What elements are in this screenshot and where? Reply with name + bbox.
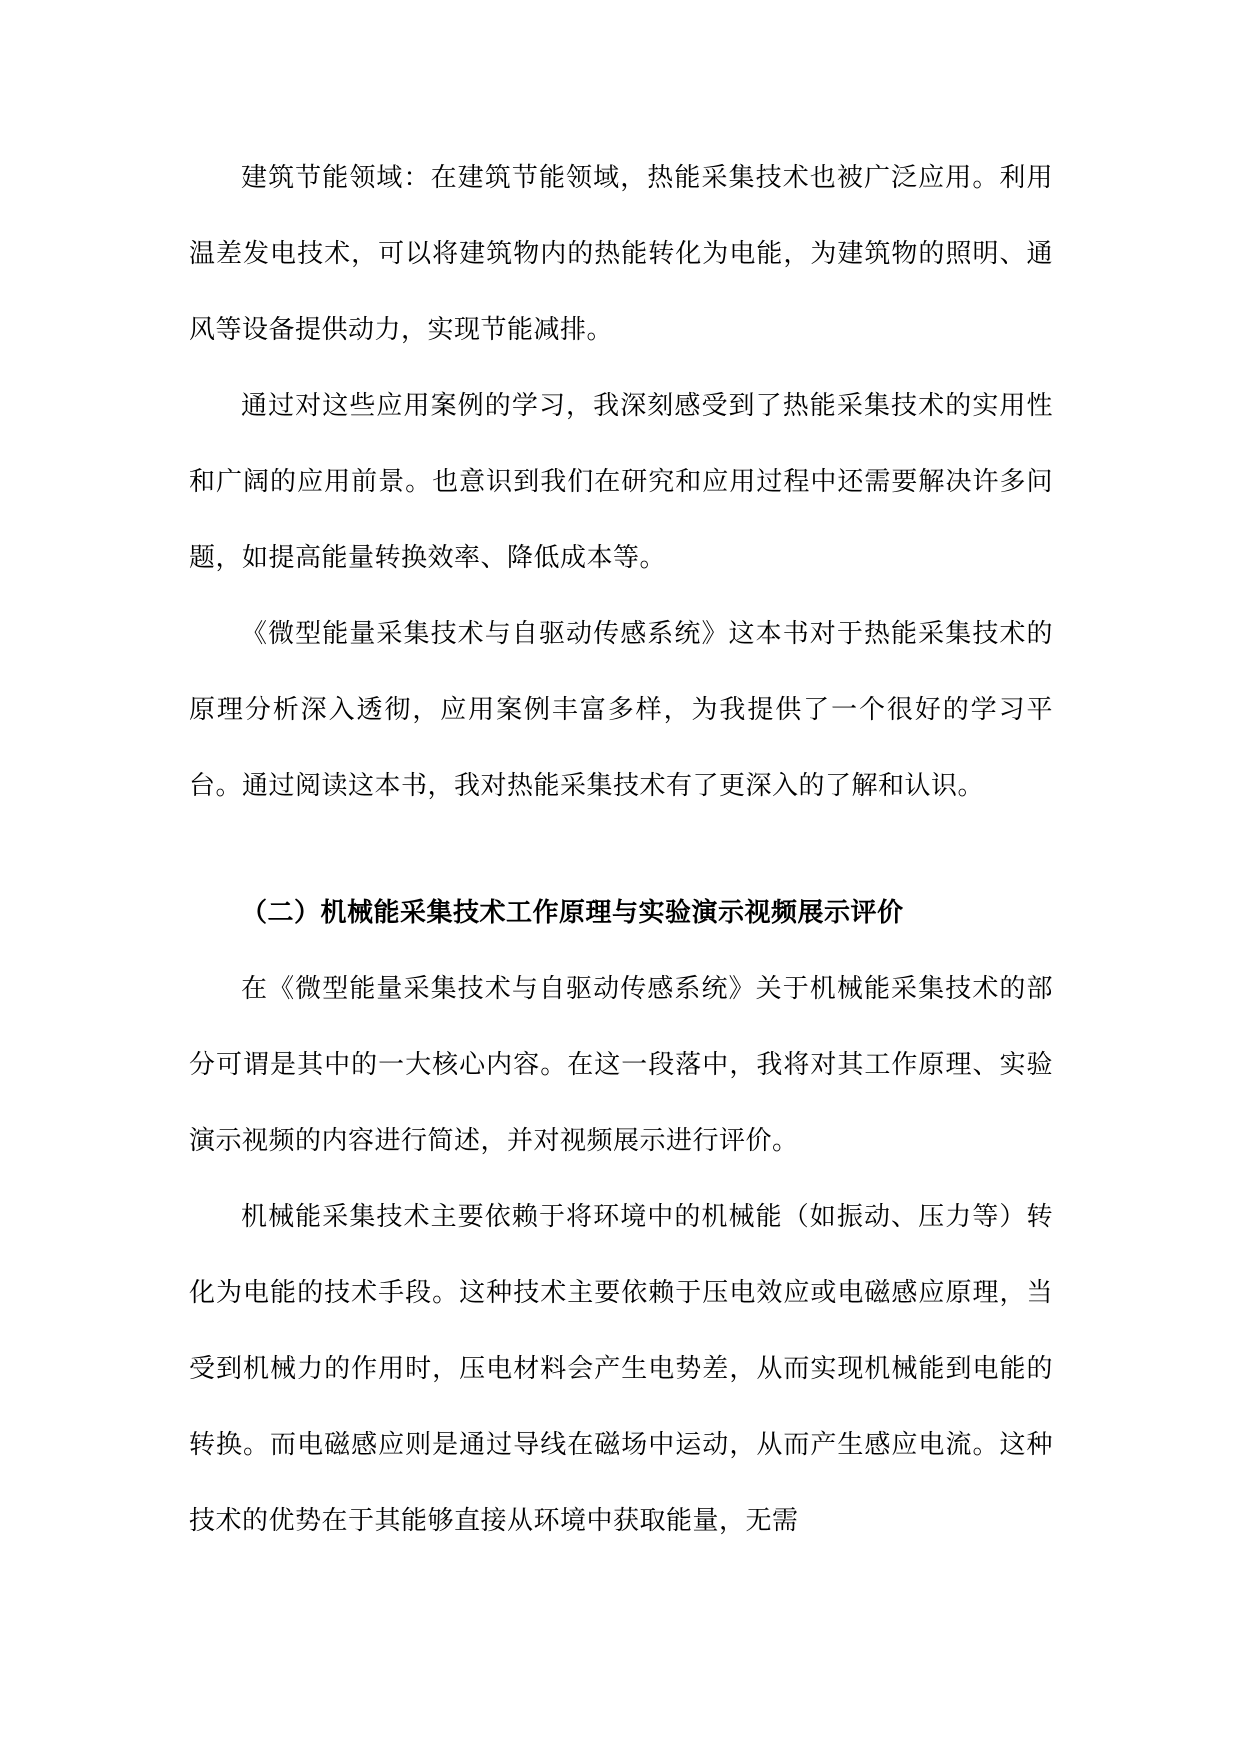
paragraph-book-review: 《微型能量采集技术与自驱动传感系统》这本书对于热能采集技术的原理分析深入透彻，应用案例丰富多样，为我提供了一个很好的学习平台。通过阅读这本书，我对热能采集技术有了更深入的了解和认识。 <box>189 619 1053 801</box>
paragraph-mechanical-intro: 在《微型能量采集技术与自驱动传感系统》关于机械能采集技术的部分可谓是其中的一大核心内容。在这一段落中，我将对其工作原理、实验演示视频的内容进行简述，并对视频展示进行评价。 <box>189 974 1053 1156</box>
section-heading: （二）机械能采集技术工作原理与实验演示视频展示评价 <box>241 898 904 928</box>
document-body <box>189 140 1053 1559</box>
paragraph-building-energy: 建筑节能领域：在建筑节能领域，热能采集技术也被广泛应用。利用温差发电技术，可以将建筑物内的热能转化为电能，为建筑物的照明、通风等设备提供动力，实现节能减排。 <box>189 163 1053 345</box>
paragraph-mechanical-principle: 机械能采集技术主要依赖于将环境中的机械能（如振动、压力等）转化为电能的技术手段。这种技术主要依赖于压电效应或电磁感应原理，当受到机械力的作用时，压电材料会产生电势差，从而实现机械能到电能的转换。而电磁感应则是通过导线在磁场中运动，从而产生感应电流。这种技术的优势在于其能够直接从环境中获取能量，无需 <box>189 1202 1053 1536</box>
paragraph-application-reflection: 通过对这些应用案例的学习，我深刻感受到了热能采集技术的实用性和广阔的应用前景。也意识到我们在研究和应用过程中还需要解决许多问题，如提高能量转换效率、降低成本等。 <box>189 391 1053 573</box>
